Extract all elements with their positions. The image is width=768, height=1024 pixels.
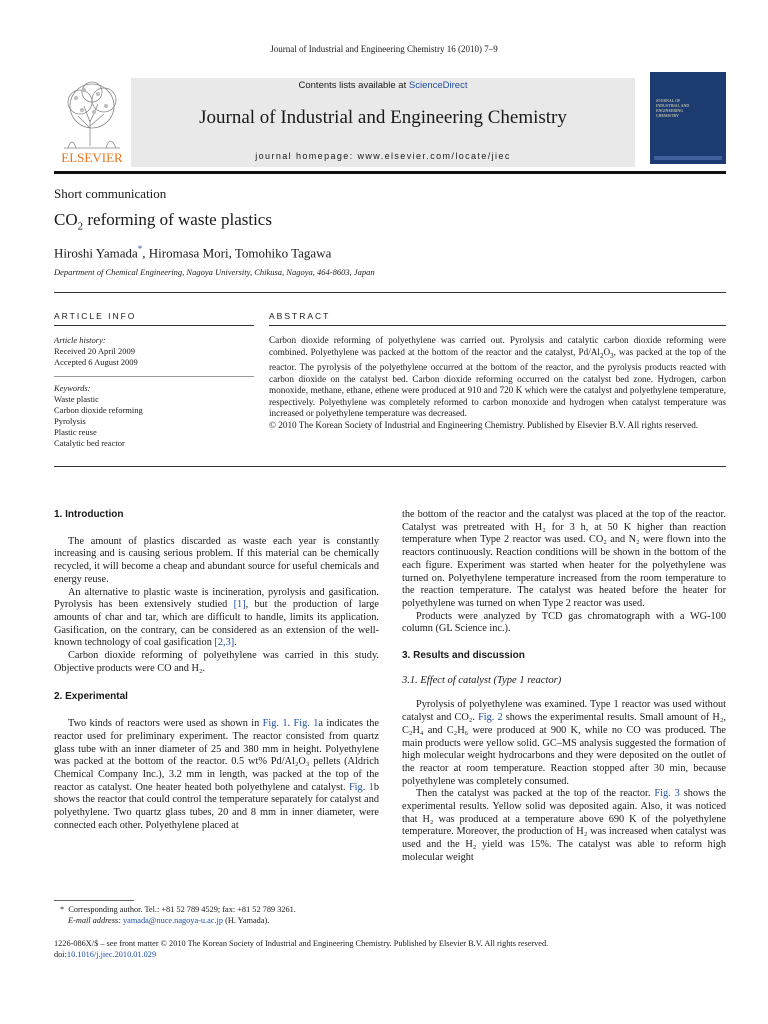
- elsevier-tree-logo: [54, 76, 130, 164]
- keyword: Carbon dioxide reforming: [54, 405, 143, 415]
- article-type: Short communication: [54, 186, 167, 201]
- contents-line: Contents lists available at ScienceDirect: [298, 80, 468, 91]
- abstract-text: Carbon dioxide reforming of polyethylene was carried out. Pyrolysis and catalytic carbon dioxide reforming were combined. Polyethylene was packed at the bottom of the reactor and the catalyst, $Pd/Al_2O_3$, was packed at the top of the reactor. The pyrolysis of the polyethylene occurred at the bottom of the reactor, and the pyrolysis products reacted with carbon dioxide on the catalyst bed. Carbon dioxide reforming occurred on the catalyst bed zone. Hydrogen, carbon monoxide, methane, ethane, ethene were produced at 910 and 720 K which were the catalyst and polyethylene temperature, respectively. Polyethylene was completely reformed to carbon monoxide and hydrogen when catalyst temperature was increased or polyethylene temperature was decreased. © 2010 The Korean Society of Industrial and Engineering Chemistry. Published by Elsevier B.V. All rights reserved.: [269, 335, 726, 430]
- email-link[interactable]: yamada@nuce.nagoya-u.ac.jp: [123, 916, 224, 925]
- journal-cover-image: [650, 72, 726, 164]
- banner-rule: [54, 171, 726, 174]
- ref-link[interactable]: [1]: [233, 599, 246, 611]
- left-column: 1. Introduction The amount of plastics discarded as waste each year is constantly increasing and is causing serious problem. If this material can be chemically recycled, it will become a cheap and abundant source for useful chemicals and energy reuse. An alternative to plastic waste is incineration, pyrolysis and gasification. Pyrolysis has been extensively studied [1], but the production of large amounts of char and tar, which are difficult to handle, limits its application. Gasification, on the contrary, can be considered as an extension of the well-known technology of coal gasification [2,3]. Carbon dioxide reforming of polyethylene was carried in this study. Objective products were CO and H₂. 2. Experimental Two kinds of reactors were used as shown in Fig. 1. Fig. 1a indicates the reactor used for preliminary experiment. The reactor consisted from quartz glass tube with an inner diameter of 25 and 380 mm in height. Polyethylene was packed at the bottom of the reactor. 0.5 wt% Pd/Al₂O₃ pellets (Aldrich Chemical Company Inc.), 3.2 mm in length, was packed at the top of the reactor as catalyst. One heater heated both polyethylene and catalyst. Fig. 1b shows the reactor that could control the temperature separately for catalyst and polyethylene. Two quartz glass tubes, 20 and 8 mm in inner diameter, were connected each other. Polyethylene placed at: [54, 509, 380, 831]
- section-heading-introduction: 1. Introduction: [54, 509, 124, 520]
- ref-link[interactable]: [2,3]: [214, 637, 235, 649]
- abstract-rule: [269, 325, 726, 326]
- homepage-url[interactable]: www.elsevier.com/locate/jiec: [357, 151, 511, 161]
- footnote-rule: [54, 900, 134, 901]
- header-rule: [54, 292, 726, 293]
- journal-homepage: journal homepage: www.elsevier.com/locate/jiec: [255, 151, 511, 161]
- article-history: Article history: Received 20 April 2009 Accepted 6 August 2009: [54, 335, 138, 367]
- section-heading-results: 3. Results and discussion: [402, 650, 525, 662]
- abstract-copyright: © 2010 The Korean Society of Industrial and Engineering Chemistry. Published by Elsevier B.V. All rights reserved.: [269, 419, 699, 430]
- journal-title: Journal of Industrial and Engineering Chemistry: [199, 107, 567, 128]
- cover-title: JOURNAL OF INDUSTRIAL AND ENGINEERING CHEMISTRY: [656, 98, 690, 118]
- figure-link[interactable]: Fig. 1: [293, 718, 319, 730]
- right-column: the bottom of the reactor and the catalyst was placed at the top of the reactor. Catalyst was pretreated with H₂ for 3 h, at 50 K higher than reaction temperature when Type 2 reactor was used. CO₂ and N₂ were flown into the reactors continuously. Reaction conditions will be shown in the bottom of the each figure. Experiment was started when heater for the polyethylene was turned on. Polyethylene temperature increased from the room temperature to the reaction temperature. The catalyst was heated before the heater for polyethylene was turned on when Type 2 reactor was used. Products were analyzed by TCD gas chromatograph with a WG-100 column (GL Science inc.). 3. Results and discussion 3.1. Effect of catalyst (Type 1 reactor) Pyrolysis of polyethylene was examined. Type 1 reactor was used without catalyst and CO₂. Fig. 2 shows the experimental results. Small amount of H₂, C₂H₄ and C₂H₆ were produced at 900 K, while no CO was produced. The main products were yellow solid. GC–MS analysis suggested the formation of high molecular weight hydrocarbons and they were deposited on the outlet of the reactor at room temperature. Reaction stopped after 30 min, because polyethylene was completely consumed. Then the catalyst was packed at the top of the reactor. Fig. 3 shows the experimental results. Yellow solid was deposited again. Also, it was noticed that H₂ was produced at a temperature above 690 K of the polyethylene temperature. Moreover, the production of H₂ was increased when catalyst was used and the H₂ yield was 15%. The catalyst was able to reform high molecular weight: [402, 509, 726, 863]
- keyword: Pyrolysis: [54, 416, 86, 426]
- affiliation: Department of Chemical Engineering, Nagoya University, Chikusa, Nagoya, 464-8603, Japan: [54, 267, 375, 277]
- sciencedirect-link[interactable]: ScienceDirect: [408, 80, 468, 91]
- article-info-label: ARTICLE INFO: [54, 311, 137, 321]
- footnote: * Corresponding author. Tel.: +81 52 789 4529; fax: +81 52 789 3261. E-mail address: yamada@nuce.nagoya-u.ac.jp (H. Yamada).: [60, 905, 296, 925]
- author-list: Hiroshi Yamada*, Hiromasa Mori, Tomohiko Tagawa: [54, 244, 332, 261]
- keyword: Plastic reuse: [54, 427, 97, 437]
- abstract-bottom-rule: [54, 466, 726, 467]
- keyword: Catalytic bed reactor: [54, 438, 125, 448]
- keyword: Waste plastic: [54, 394, 99, 404]
- keywords-block: Keywords: Waste plastic Carbon dioxide reforming Pyrolysis Plastic reuse Catalytic bed reactor: [54, 383, 254, 449]
- elsevier-wordmark: ELSEVIER: [61, 150, 123, 164]
- corresponding-author-mark[interactable]: *: [137, 244, 143, 254]
- abstract-label: ABSTRACT: [269, 311, 331, 321]
- section-heading-experimental: 2. Experimental: [54, 691, 128, 703]
- subsection-heading-catalyst: 3.1. Effect of catalyst (Type 1 reactor): [402, 674, 562, 686]
- figure-link[interactable]: Fig. 1: [262, 718, 288, 730]
- running-head: Journal of Industrial and Engineering Chemistry 16 (2010) 7–9: [270, 44, 498, 54]
- front-matter-note: 1226-086X/$ – see front matter © 2010 The Korean Society of Industrial and Engineering Chemistry. Published by Elsevier B.V. All rights reserved. doi:10.1016/j.jiec.2010.01.029: [54, 939, 549, 959]
- figure-link[interactable]: Fig. 3: [654, 788, 680, 800]
- article-title: $CO_2$ reforming of waste plastics: [54, 210, 272, 233]
- figure-link[interactable]: Fig. 2: [478, 712, 503, 724]
- figure-link[interactable]: Fig. 1: [348, 781, 374, 793]
- keywords-rule: [54, 376, 254, 377]
- article-info-rule: [54, 325, 254, 326]
- doi-link[interactable]: 10.1016/j.jiec.2010.01.029: [66, 950, 157, 959]
